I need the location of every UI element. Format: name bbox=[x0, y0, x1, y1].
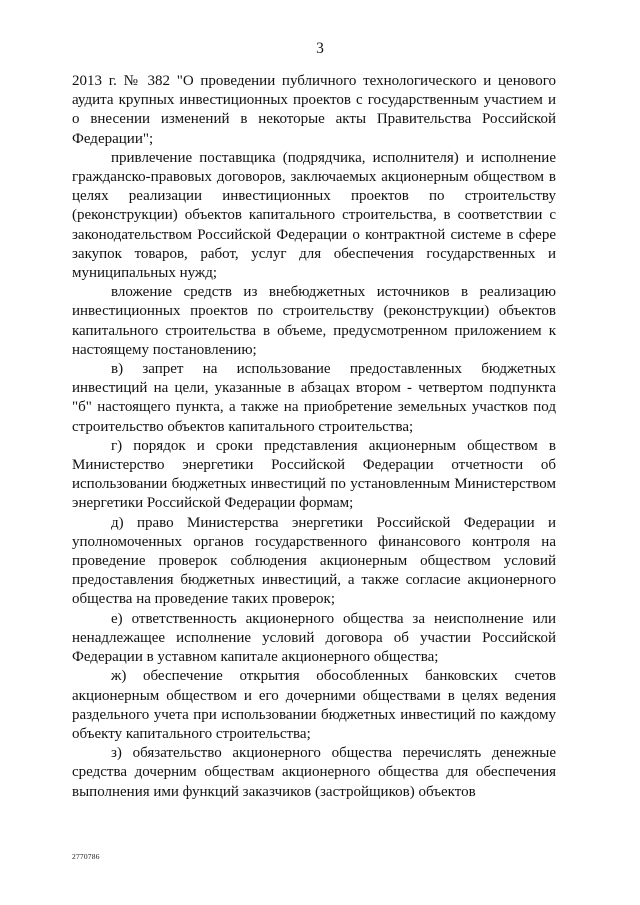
paragraph-continuation: 2013 г. № 382 "О проведении публичного технологического и ценового аудита крупных инвестиционных проектов с государственным участием и о внесении изменений в некоторые акты Правительства Российской Федерации"; bbox=[72, 73, 556, 147]
paragraph-item-g: г) порядок и сроки представления акционерным обществом в Министерство энергетики Российской Федерации отчетности об использовании бюджетных инвестиций по установленным Министерством энергетики Российской Федерации формам; bbox=[72, 437, 556, 512]
paragraph-item-z: з) обязательство акционерного общества перечислять денежные средства дочерним обществам акционерного общества для обеспечения выполнения ими функций заказчиков (застройщиков) объектов bbox=[72, 745, 556, 800]
paragraph-item-e: е) ответственность акционерного общества за неисполнение или ненадлежащее исполнение условий договора об участии Российской Федерации в уставном капитале акционерного общества; bbox=[72, 610, 556, 666]
paragraph-item-zh: ж) обеспечение открытия обособленных банковских счетов акционерным обществом и его дочерними обществами в целях ведения раздельного учета при использовании бюджетных инвестиций по каждому объекту капитального строительства; bbox=[72, 668, 556, 742]
document-code: 2770786 bbox=[72, 852, 100, 861]
paragraph-supplier-engagement: привлечение поставщика (подрядчика, исполнителя) и исполнение гражданско-правовых договоров, заключаемых акционерным обществом в целях реализации инвестиционных проектов по строительству (реконструкции) объектов капитального строительства, в соответствии с законодательством Российской Федерации о контрактной системе в сфере закупок товаров, работ, услуг для обеспечения государственных и муниципальных нужд; bbox=[72, 149, 556, 282]
paragraph-item-v: в) запрет на использование предоставленных бюджетных инвестиций на цели, указанные в абзацах втором - четвертом подпункта "б" настоящего пункта, а также на приобретение земельных участков под строительство объектов капитального строительства; bbox=[72, 361, 556, 435]
paragraph-item-d: д) право Министерства энергетики Российской Федерации и уполномоченных органов государственного финансового контроля на проведение проверок соблюдения акционерным обществом условий предоставления бюджетных инвестиций, а также согласие акционерного общества на проведение таких проверок; bbox=[72, 514, 556, 608]
paragraph-offbudget-funds: вложение средств из внебюджетных источников в реализацию инвестиционных проектов по строительству (реконструкции) объектов капитального строительства в объеме, предусмотренном приложением к настоящему постановлению; bbox=[72, 284, 556, 358]
document-body bbox=[72, 72, 556, 802]
page-number: 3 bbox=[316, 40, 324, 57]
